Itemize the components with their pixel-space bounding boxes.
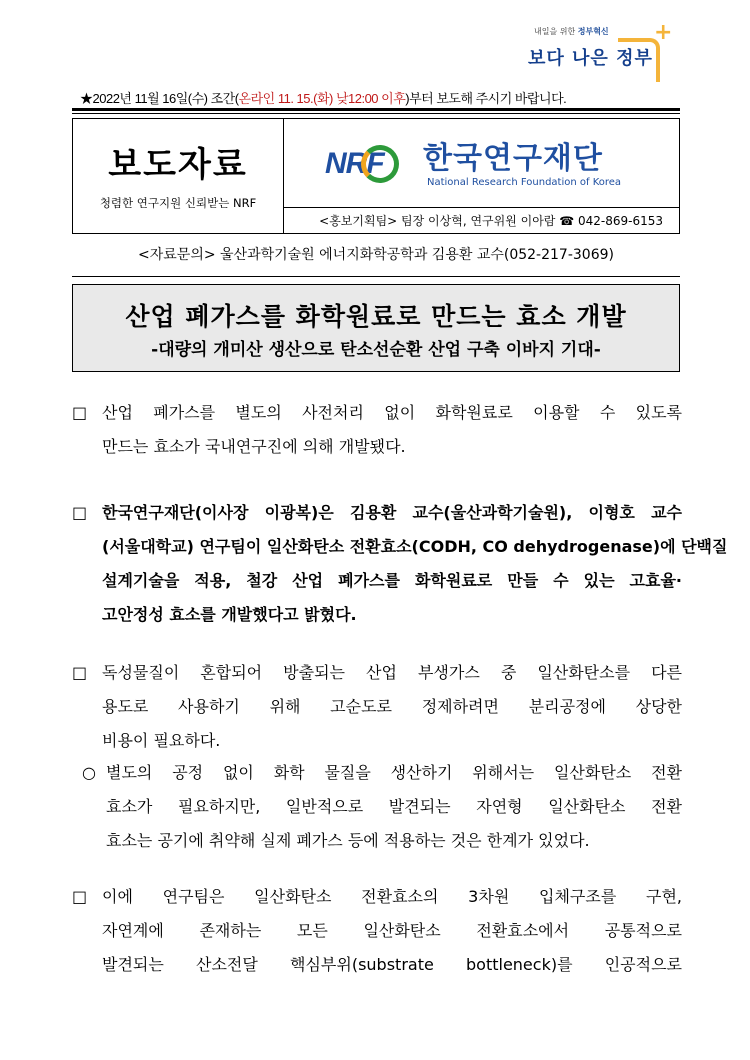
paragraph-line: 효소가 필요하지만, 일반적으로 발견되는 자연형 일산화탄소 전환 — [106, 797, 682, 816]
paragraph-line: 별도의 공정 없이 화학 물질을 생산하기 위해서는 일산화탄소 전환 — [106, 763, 682, 782]
gov-logo-text: 보다 나은 정부 — [528, 48, 653, 69]
divider — [72, 113, 680, 114]
nrf-mark: NRF — [325, 147, 384, 180]
divider — [72, 276, 680, 277]
paragraph-line: 고안정성 효소를 개발했다고 밝혔다. — [102, 605, 357, 624]
paragraph-line: 독성물질이 혼합되어 방출되는 산업 부생가스 중 일산화탄소를 다른 — [102, 663, 682, 682]
nrf-logo — [325, 131, 645, 201]
paragraph-line: 자연계에 존재하는 모든 일산화탄소 전환효소에서 공통적으로 — [102, 921, 682, 940]
paragraph-line: 이에 연구팀은 일산화탄소 전환효소의 3차원 입체구조를 구현, — [102, 887, 682, 906]
nrf-english-name: National Research Foundation of Korea — [427, 177, 622, 188]
nrf-korean-name: 한국연구재단 — [423, 141, 603, 176]
press-release-label-cell — [73, 119, 284, 233]
paragraph-line: 발견되는 산소전달 핵심부위(substrate bottleneck)를 인공적으로 — [102, 955, 682, 974]
paragraph-line: (서울대학교) 연구팀이 일산화탄소 전환효소(CODH, CO dehydrogenase)에 단백질 — [102, 537, 728, 556]
divider — [72, 108, 680, 111]
paragraph-4 — [72, 880, 682, 982]
square-bullet: □ — [72, 887, 88, 906]
paragraph-line: 비용이 필요하다. — [102, 731, 221, 750]
paragraph-line: 산업 폐가스를 별도의 사전처리 없이 화학원료로 이용할 수 있도록 — [102, 403, 682, 422]
press-header — [72, 118, 680, 234]
pr-contact: <홍보기획팀> 팀장 이상혁, 연구위원 이아람 ☎ 042-869-6153 — [283, 207, 679, 233]
paragraph-2 — [72, 496, 728, 632]
paragraph-line: 만드는 효소가 국내연구진에 의해 개발됐다. — [102, 437, 406, 456]
paragraph-line: 한국연구재단(이사장 이광복)은 김용환 교수(울산과학기술원), 이형호 교수 — [102, 503, 682, 522]
government-innovation-logo — [528, 20, 688, 86]
square-bullet: □ — [72, 403, 88, 422]
paragraph-line: 용도로 사용하기 위해 고순도로 정제하려면 분리공정에 상당한 — [102, 697, 682, 716]
plus-icon: + — [654, 20, 673, 45]
paragraph-3 — [72, 656, 682, 758]
square-bullet: □ — [72, 503, 88, 522]
inquiry-contact: <자료문의> 울산과학기술원 에너지화학공학과 김용환 교수(052-217-3069) — [138, 247, 614, 263]
circle-bullet: ○ — [82, 763, 96, 782]
paragraph-line: 설계기술을 적용, 철강 산업 폐가스를 화학원료로 만들 수 있는 고효율· — [102, 571, 682, 590]
press-release-title: 보도자료 — [108, 145, 248, 185]
paragraph-1 — [72, 396, 682, 464]
headline-box — [72, 284, 680, 372]
paragraph-line: 효소는 공기에 취약해 실제 폐가스 등에 적용하는 것은 한계가 있었다. — [106, 831, 590, 850]
nrf-ring-icon — [361, 145, 399, 183]
headline: 산업 폐가스를 화학원료로 만드는 효소 개발 — [125, 302, 627, 331]
embargo-notice: ★2022년 11월 16일(수) 조간(온라인 11. 15.(화) 낮12:00 이후)부터 보도해 주시기 바랍니다. — [80, 91, 567, 106]
subheadline: -대량의 개미산 생산으로 탄소선순환 산업 구축 이바지 기대- — [151, 340, 601, 360]
gov-logo-tagline: 내일을 위한 정부혁신 — [534, 27, 609, 36]
press-release-slogan: 청렴한 연구지원 신뢰받는 NRF — [99, 196, 257, 210]
paragraph-3-detail — [82, 756, 682, 858]
embargo-time: 온라인 11. 15.(화) 낮12:00 이후 — [238, 91, 406, 106]
square-bullet: □ — [72, 663, 88, 682]
